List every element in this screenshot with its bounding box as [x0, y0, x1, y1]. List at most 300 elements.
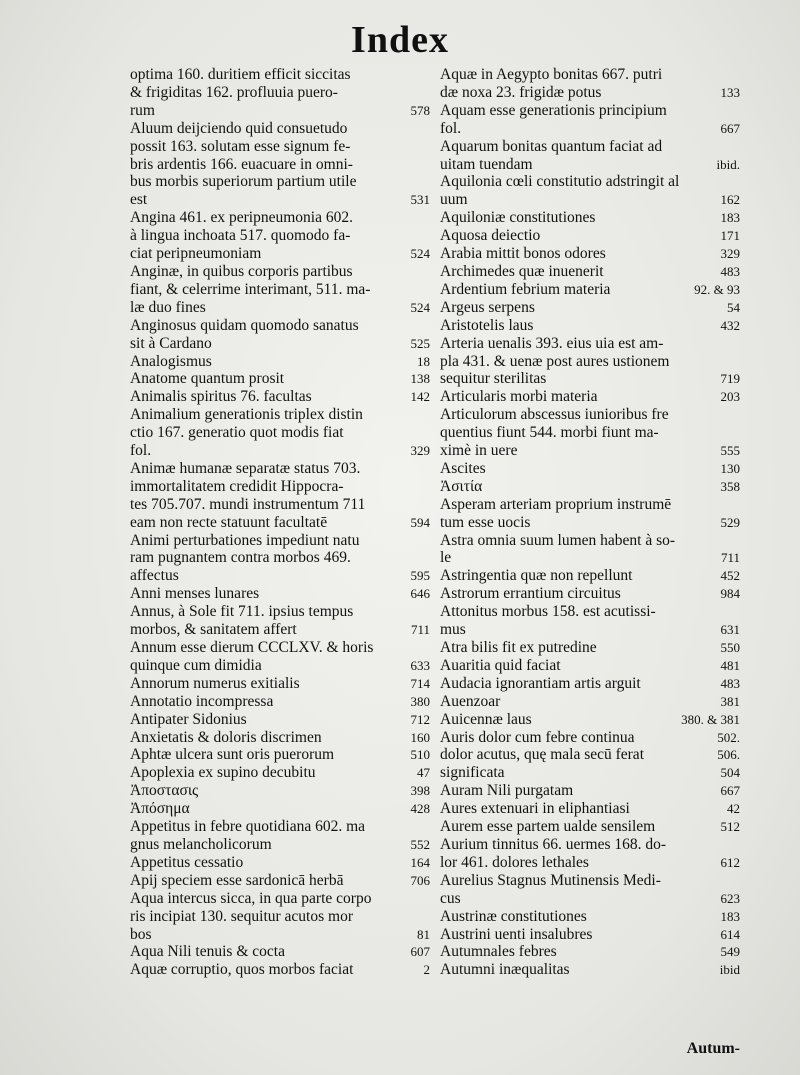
index-page-ref: [424, 818, 430, 836]
catchword: Autum-: [686, 1040, 740, 1057]
index-page-ref: 711: [410, 622, 430, 638]
index-line-text: ctio 167. generatio quot modis fiat: [130, 424, 344, 442]
index-line: [130, 764, 430, 782]
index-line: [440, 478, 740, 496]
index-page-ref: [734, 496, 740, 514]
index-line-text: Animæ humanæ separatæ status 703.: [130, 459, 361, 477]
index-line-text: quentius fiunt 544. morbi fiunt ma-: [440, 424, 659, 442]
index-line-text: Apoplexia ex supino decubitu: [130, 764, 316, 782]
index-line: [440, 460, 740, 478]
index-line-text: lor 461. dolores lethales: [440, 853, 589, 871]
index-page-ref: 133: [720, 84, 740, 100]
index-line: [440, 120, 740, 138]
index-line: [130, 890, 430, 908]
index-line: [130, 746, 430, 764]
index-line: [130, 585, 430, 603]
index-page-ref: 171: [720, 228, 740, 244]
index-page-ref: 719: [720, 371, 740, 387]
index-line: [130, 209, 430, 227]
index-page-ref: [424, 263, 430, 281]
index-line: [130, 173, 430, 191]
index-page-ref: 667: [720, 783, 740, 799]
index-page-ref: [424, 156, 430, 174]
index-line-text: dæ noxa 23. frigidæ potus: [440, 83, 602, 101]
index-line: [130, 532, 430, 550]
index-page-ref: [734, 424, 740, 442]
index-line-text: læ duo fines: [130, 298, 206, 316]
index-line: [130, 603, 430, 621]
index-page-ref: [734, 138, 740, 156]
index-line-text: Aquam esse generationis principium: [440, 101, 667, 119]
index-page-ref: 162: [720, 192, 740, 208]
index-page-ref: 506.: [717, 747, 740, 763]
index-line: [130, 961, 430, 979]
index-page-ref: [734, 836, 740, 854]
index-line: [440, 764, 740, 782]
index-page-ref: 706: [410, 872, 430, 888]
index-page-ref: [424, 227, 430, 245]
index-page-ref: 398: [410, 783, 430, 799]
index-line: [440, 442, 740, 460]
index-page-ref: 646: [410, 586, 430, 602]
index-line-text: Anni menses lunares: [130, 585, 260, 603]
index-line-text: Animi perturbationes impediunt natu: [130, 531, 360, 549]
index-line: [130, 460, 430, 478]
index-line-text: uitam tuendam: [440, 155, 533, 173]
index-line-text: Autumni inæqualitas: [440, 961, 570, 979]
index-line: [440, 549, 740, 567]
index-line-text: Aquæ corruptio, quos morbos faciat: [130, 961, 354, 979]
index-line: [130, 478, 430, 496]
index-line-text: Audacia ignorantiam artis arguit: [440, 674, 641, 692]
index-line: [440, 496, 740, 514]
index-page-ref: 42: [727, 801, 740, 817]
index-line-text: Argeus serpens: [440, 298, 535, 316]
index-line-text: Annus, à Sole fit 711. ipsius tempus: [130, 603, 354, 621]
index-page-ref: 502.: [717, 729, 740, 745]
index-line: [440, 102, 740, 120]
index-line: [440, 657, 740, 675]
index-line: [440, 585, 740, 603]
index-line: [440, 603, 740, 621]
index-line: [440, 156, 740, 174]
index-page-ref: 483: [720, 675, 740, 691]
index-page-ref: [424, 908, 430, 926]
index-line-text: ximè in uere: [440, 442, 518, 460]
index-line-text: Ἀποστασις: [130, 782, 199, 800]
index-line-text: Aurium tinnitus 66. uermes 168. do-: [440, 835, 667, 853]
index-page-ref: [424, 639, 430, 657]
index-line: [440, 406, 740, 424]
index-page-ref: 138: [410, 371, 430, 387]
index-line-text: Autumnales febres: [440, 943, 557, 961]
index-line: [130, 567, 430, 585]
index-page-ref: 481: [720, 657, 740, 673]
index-page-ref: 612: [720, 854, 740, 870]
index-page-ref: ibid: [719, 962, 740, 978]
index-line: [440, 66, 740, 84]
index-line-text: sequitur sterilitas: [440, 370, 547, 388]
index-line-text: eam non recte statuunt facultatē: [130, 513, 328, 531]
index-page-ref: [424, 460, 430, 478]
index-line-text: Astra omnia suum lumen habent à so-: [440, 531, 676, 549]
index-page-ref: [424, 66, 430, 84]
index-page-ref: 712: [410, 711, 430, 727]
index-line-text: Austrinæ constitutiones: [440, 907, 587, 925]
index-line: [130, 191, 430, 209]
index-page-ref: 524: [410, 299, 430, 315]
index-line-text: Austrini uenti insalubres: [440, 925, 593, 943]
index-line: [440, 818, 740, 836]
index-line-text: bos: [130, 925, 152, 943]
index-line: [130, 424, 430, 442]
index-line-text: Aphtæ ulcera sunt oris puerorum: [130, 746, 335, 764]
index-page-ref: [734, 335, 740, 353]
index-line: [440, 424, 740, 442]
index-page-ref: 2: [423, 962, 430, 978]
index-line: [440, 961, 740, 979]
index-page-ref: 81: [417, 926, 430, 942]
index-line: [130, 782, 430, 800]
index-line-text: bris ardentis 166. euacuare in omni-: [130, 155, 353, 173]
index-page-ref: 552: [410, 836, 430, 852]
index-line-text: Anginæ, in quibus corporis partibus: [130, 262, 353, 280]
index-line: [130, 818, 430, 836]
index-line-text: optima 160. duritiem efficit siccitas: [130, 66, 351, 83]
index-page-ref: [424, 317, 430, 335]
index-line-text: significata: [440, 764, 505, 782]
index-line-text: Auaritia quid faciat: [440, 656, 561, 674]
index-line: [130, 299, 430, 317]
page-title: Index: [351, 19, 449, 61]
index-page-ref: 18: [417, 353, 430, 369]
index-line-text: fol.: [440, 119, 462, 137]
index-page-ref: 594: [410, 514, 430, 530]
index-line: [130, 657, 430, 675]
index-line-text: Aquilonia cœli constitutio adstringit al: [440, 173, 680, 191]
index-line-text: Aures extenuari in eliphantiasi: [440, 800, 630, 818]
index-line-text: Astringentia quæ non repellunt: [440, 567, 633, 585]
index-line-text: Ἀπόσημα: [130, 800, 190, 818]
index-page-ref: 607: [410, 944, 430, 960]
index-line: [440, 353, 740, 371]
index-line: [130, 639, 430, 657]
index-page-ref: [424, 406, 430, 424]
index-line: [130, 926, 430, 944]
index-line-text: gnus melancholicorum: [130, 835, 272, 853]
index-line-text: Appetitus in febre quotidiana 602. ma: [130, 818, 366, 836]
index-line: [440, 335, 740, 353]
index-page-ref: [424, 120, 430, 138]
index-line-text: ris incipiat 130. sequitur acutos mor: [130, 907, 353, 925]
index-line: [440, 711, 740, 729]
index-line-text: rum: [130, 101, 155, 119]
index-line-text: fol.: [130, 442, 152, 460]
index-line-text: Analogismus: [130, 352, 212, 370]
index-line-text: tum esse uocis: [440, 513, 531, 531]
index-line: [130, 872, 430, 890]
index-line: [440, 693, 740, 711]
index-line: [440, 621, 740, 639]
index-line: [130, 836, 430, 854]
index-line-text: Aquosa deiectio: [440, 227, 541, 245]
index-page-ref: 633: [410, 657, 430, 673]
index-page-ref: 549: [720, 944, 740, 960]
index-page-ref: 555: [720, 443, 740, 459]
index-page-ref: [424, 890, 430, 908]
index-line-text: Auicennæ laus: [440, 710, 532, 728]
index-line-text: possit 163. solutam esse signum fe-: [130, 137, 351, 155]
index-line-text: Animalis spiritus 76. facultas: [130, 388, 312, 406]
index-line: [130, 943, 430, 961]
index-line-text: Aristotelis laus: [440, 316, 534, 334]
index-line: [440, 782, 740, 800]
index-line: [440, 800, 740, 818]
index-line-text: tes 705.707. mundi instrumentum 711: [130, 495, 366, 513]
index-line: [440, 746, 740, 764]
index-line-text: le: [440, 549, 452, 567]
index-line-text: Ἀσιτία: [440, 477, 483, 495]
index-line-text: Auenzoar: [440, 692, 501, 710]
index-page-ref: 483: [720, 263, 740, 279]
index-line: [440, 191, 740, 209]
index-line: [130, 514, 430, 532]
index-page-ref: 160: [410, 729, 430, 745]
index-line-text: Animalium generationis triplex distin: [130, 406, 363, 424]
index-line-text: & frigiditas 162. profluuia puero-: [130, 83, 338, 101]
index-line-text: est: [130, 191, 148, 209]
index-line-text: Aquarum bonitas quantum faciat ad: [440, 137, 663, 155]
index-line: [440, 370, 740, 388]
index-column-right: [440, 66, 740, 979]
index-column-left: [130, 66, 430, 979]
index-line-text: bus morbis superiorum partium utile: [130, 173, 357, 191]
index-page-ref: 525: [410, 335, 430, 351]
index-page-ref: 380. & 381: [681, 711, 740, 727]
index-page-ref: 984: [720, 586, 740, 602]
index-page-ref: 529: [720, 514, 740, 530]
index-line-text: ram pugnantem contra morbos 469.: [130, 549, 351, 567]
index-page-ref: 512: [720, 819, 740, 835]
index-line-text: Astrorum errantium circuitus: [440, 585, 621, 603]
index-line: [440, 388, 740, 406]
index-page-ref: [424, 281, 430, 299]
index-line: [130, 102, 430, 120]
index-line-text: Annorum numerus exitialis: [130, 674, 300, 692]
index-page-ref: 92. & 93: [694, 281, 740, 297]
index-line-text: Ascites: [440, 459, 486, 477]
index-line: [440, 836, 740, 854]
index-page-ref: 130: [720, 460, 740, 476]
index-line: [130, 729, 430, 747]
index-line-text: Anxietatis & doloris discrimen: [130, 728, 322, 746]
index-line-text: Asperam arteriam proprium instrumē: [440, 495, 672, 513]
index-line: [440, 854, 740, 872]
index-line-text: cus: [440, 889, 461, 907]
index-page-ref: 54: [727, 299, 740, 315]
index-page-ref: 381: [720, 693, 740, 709]
index-line: [130, 908, 430, 926]
index-page-ref: 183: [720, 908, 740, 924]
index-page-ref: 329: [720, 246, 740, 262]
index-page-ref: 452: [720, 568, 740, 584]
index-line: [130, 388, 430, 406]
index-line: [440, 729, 740, 747]
index-line: [130, 406, 430, 424]
index-page-ref: 578: [410, 102, 430, 118]
index-page-ref: 667: [720, 120, 740, 136]
index-line: [130, 353, 430, 371]
index-line: [440, 245, 740, 263]
index-page-ref: [424, 84, 430, 102]
index-line: [440, 84, 740, 102]
index-line-text: Articularis morbi materia: [440, 388, 598, 406]
index-line-text: ciat peripneumoniam: [130, 245, 262, 263]
index-line: [130, 138, 430, 156]
index-line: [440, 890, 740, 908]
index-line-text: Apij speciem esse sardonicā herbā: [130, 871, 344, 889]
index-line: [130, 496, 430, 514]
index-line-text: Aluum deijciendo quid consuetudo: [130, 119, 348, 137]
index-line-text: Aquiloniæ constitutiones: [440, 209, 596, 227]
index-line: [130, 621, 430, 639]
index-line-text: Archimedes quæ inuenerit: [440, 262, 604, 280]
index-page-ref: 531: [410, 192, 430, 208]
index-line: [440, 872, 740, 890]
index-line: [130, 854, 430, 872]
index-line: [440, 209, 740, 227]
index-line: [130, 156, 430, 174]
index-page-ref: 614: [720, 926, 740, 942]
index-line-text: uum: [440, 191, 468, 209]
index-line: [130, 245, 430, 263]
index-line-text: Anatome quantum prosit: [130, 370, 285, 388]
index-line-text: Atra bilis fit ex putredine: [440, 639, 597, 656]
index-line: [440, 263, 740, 281]
index-line-text: Appetitus cessatio: [130, 853, 244, 871]
index-line-text: Auris dolor cum febre continua: [440, 728, 635, 746]
index-line: [130, 800, 430, 818]
index-page-ref: 183: [720, 210, 740, 226]
index-page-ref: [424, 496, 430, 514]
index-line-text: fiant, & celerrime interimant, 511. ma-: [130, 280, 371, 298]
index-line-text: Antipater Sidonius: [130, 710, 247, 728]
index-line-text: affectus: [130, 567, 179, 585]
index-page-ref: [424, 478, 430, 496]
index-page-ref: 432: [720, 317, 740, 333]
index-line-text: Annum esse dierum CCCLXV. & horis: [130, 639, 374, 656]
index-line: [130, 263, 430, 281]
index-page-ref: 524: [410, 246, 430, 262]
index-line: [130, 675, 430, 693]
index-line: [130, 227, 430, 245]
index-line: [440, 138, 740, 156]
index-line: [440, 227, 740, 245]
index-line-text: sit à Cardano: [130, 334, 212, 352]
index-line-text: Aurem esse partem ualde sensilem: [440, 818, 656, 836]
index-line-text: quinque cum dimidia: [130, 656, 262, 674]
index-page-ref: 329: [410, 443, 430, 459]
index-line: [130, 120, 430, 138]
index-line-text: dolor acutus, quę mala secū ferat: [440, 746, 644, 764]
index-page-ref: 595: [410, 568, 430, 584]
index-line: [440, 317, 740, 335]
index-page-ref: 714: [410, 675, 430, 691]
index-page-ref: 550: [720, 640, 740, 655]
index-page-ref: 142: [410, 389, 430, 405]
index-page-ref: 510: [410, 747, 430, 763]
index-line: [440, 281, 740, 299]
index-line: [130, 84, 430, 102]
index-line-text: Annotatio incompressa: [130, 692, 274, 710]
index-line-text: Aqua intercus sicca, in qua parte corpo: [130, 889, 372, 907]
index-page-ref: [734, 532, 740, 550]
index-line-text: Angina 461. ex peripneumonia 602.: [130, 209, 353, 227]
index-line: [440, 908, 740, 926]
index-page-ref: [734, 102, 740, 120]
index-page-ref: 504: [720, 765, 740, 781]
index-line-text: Attonitus morbus 158. est acutissi-: [440, 603, 656, 621]
index-page-ref: [424, 209, 430, 227]
index-line-text: Auram Nili purgatam: [440, 782, 574, 800]
index-page-ref: 380: [410, 693, 430, 709]
index-line-text: Articulorum abscessus iunioribus fre: [440, 406, 669, 424]
index-line-text: Aurelius Stagnus Mutinensis Medi-: [440, 871, 661, 889]
index-page-ref: [734, 872, 740, 890]
index-page-ref: [424, 532, 430, 550]
index-page-ref: [734, 353, 740, 371]
index-line-text: mus: [440, 621, 466, 639]
index-line: [130, 370, 430, 388]
index-page-ref: [734, 173, 740, 191]
index-line: [130, 442, 430, 460]
index-page-ref: [424, 138, 430, 156]
index-line: [130, 66, 430, 84]
index-page-ref: 164: [410, 854, 430, 870]
index-page-ref: [424, 549, 430, 567]
index-line: [130, 317, 430, 335]
index-line: [440, 675, 740, 693]
index-page-ref: [734, 66, 740, 84]
index-page-ref: 711: [720, 550, 740, 566]
index-line: [440, 299, 740, 317]
index-line-text: Aqua Nili tenuis & cocta: [130, 943, 285, 961]
index-line: [440, 532, 740, 550]
index-line-text: immortalitatem credidit Hippocra-: [130, 477, 344, 495]
index-line-text: Arteria uenalis 393. eius uia est am-: [440, 334, 664, 352]
index-line: [440, 943, 740, 961]
index-page-ref: 428: [410, 801, 430, 817]
index-page-ref: 358: [720, 478, 740, 494]
index-line: [440, 639, 740, 657]
index-line-text: Arabia mittit bonos odores: [440, 245, 606, 263]
index-line: [130, 281, 430, 299]
index-line: [440, 173, 740, 191]
index-line: [130, 711, 430, 729]
index-page-ref: 623: [720, 890, 740, 906]
index-page-ref: [424, 603, 430, 621]
index-line: [440, 567, 740, 585]
index-page-ref: 47: [417, 765, 430, 781]
index-line: [130, 549, 430, 567]
index-page-ref: [734, 406, 740, 424]
index-line-text: Aquæ in Aegypto bonitas 667. putri: [440, 66, 663, 83]
index-page-ref: [424, 424, 430, 442]
index-page-ref: 631: [720, 622, 740, 638]
index-line-text: à lingua inchoata 517. quomodo fa-: [130, 227, 351, 245]
index-line: [440, 514, 740, 532]
index-line-text: Anginosus quidam quomodo sanatus: [130, 316, 359, 334]
